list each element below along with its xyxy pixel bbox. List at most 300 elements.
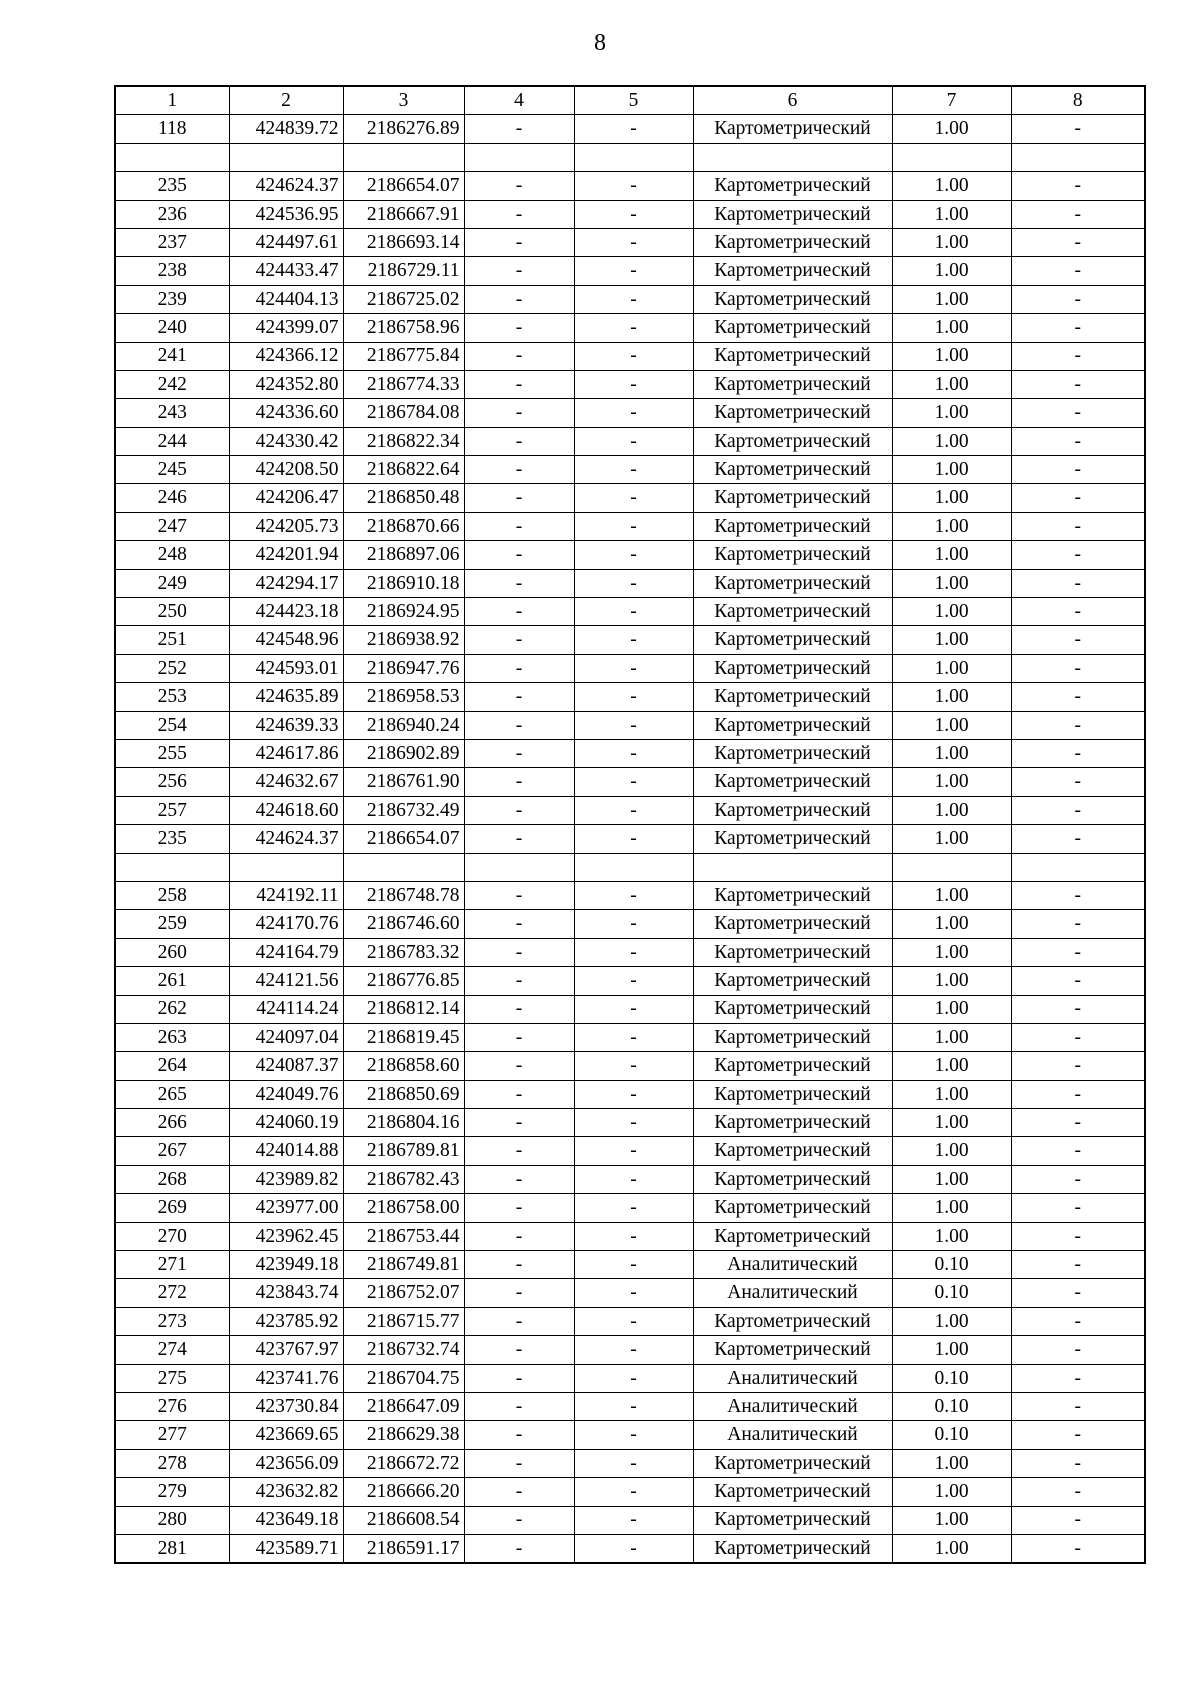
method-cell: Картометрический [693, 285, 892, 313]
column-header-3: 3 [343, 86, 464, 115]
column-5-cell: - [574, 910, 693, 938]
column-4-cell: - [464, 1506, 574, 1534]
accuracy-cell: 1.00 [892, 1336, 1011, 1364]
column-8-cell: - [1011, 1421, 1145, 1449]
y-coordinate-cell: 2186654.07 [343, 825, 464, 853]
x-coordinate-cell: 423730.84 [229, 1392, 343, 1420]
table-body [115, 115, 1145, 1563]
x-coordinate-cell: 423785.92 [229, 1307, 343, 1335]
column-5-cell: - [574, 1080, 693, 1108]
y-coordinate-cell: 2186897.06 [343, 541, 464, 569]
column-8-cell [1011, 853, 1145, 881]
column-4-cell: - [464, 967, 574, 995]
column-5-cell: - [574, 1421, 693, 1449]
method-cell: Картометрический [693, 1080, 892, 1108]
column-4-cell: - [464, 285, 574, 313]
column-8-cell: - [1011, 1080, 1145, 1108]
column-8-cell: - [1011, 910, 1145, 938]
method-cell: Картометрический [693, 626, 892, 654]
point-number-cell: 281 [115, 1534, 229, 1563]
point-number-cell: 264 [115, 1052, 229, 1080]
method-cell: Картометрический [693, 456, 892, 484]
table-row [115, 1421, 1145, 1449]
column-8-cell: - [1011, 200, 1145, 228]
point-number-cell: 249 [115, 569, 229, 597]
point-number-cell: 262 [115, 995, 229, 1023]
point-number-cell: 246 [115, 484, 229, 512]
y-coordinate-cell: 2186753.44 [343, 1222, 464, 1250]
x-coordinate-cell: 424404.13 [229, 285, 343, 313]
table-row [115, 143, 1145, 171]
method-cell: Картометрический [693, 654, 892, 682]
point-number-cell: 260 [115, 938, 229, 966]
point-number-cell: 277 [115, 1421, 229, 1449]
table-row [115, 1109, 1145, 1137]
method-cell: Картометрический [693, 512, 892, 540]
point-number-cell: 258 [115, 881, 229, 909]
method-cell: Картометрический [693, 995, 892, 1023]
table-row [115, 172, 1145, 200]
column-5-cell: - [574, 1307, 693, 1335]
x-coordinate-cell: 424352.80 [229, 370, 343, 398]
accuracy-cell: 1.00 [892, 427, 1011, 455]
point-number-cell: 236 [115, 200, 229, 228]
accuracy-cell: 1.00 [892, 796, 1011, 824]
point-number-cell: 265 [115, 1080, 229, 1108]
accuracy-cell: 1.00 [892, 825, 1011, 853]
accuracy-cell: 0.10 [892, 1279, 1011, 1307]
column-header-4: 4 [464, 86, 574, 115]
table-row [115, 825, 1145, 853]
table-row [115, 541, 1145, 569]
column-5-cell: - [574, 1534, 693, 1563]
point-number-cell: 254 [115, 711, 229, 739]
x-coordinate-cell [229, 853, 343, 881]
column-8-cell: - [1011, 995, 1145, 1023]
column-5-cell: - [574, 654, 693, 682]
column-4-cell: - [464, 1478, 574, 1506]
column-5-cell: - [574, 257, 693, 285]
column-5-cell: - [574, 1052, 693, 1080]
column-4-cell: - [464, 115, 574, 143]
column-5-cell: - [574, 1137, 693, 1165]
column-5-cell: - [574, 598, 693, 626]
accuracy-cell: 1.00 [892, 995, 1011, 1023]
x-coordinate-cell: 424433.47 [229, 257, 343, 285]
column-4-cell: - [464, 512, 574, 540]
accuracy-cell: 1.00 [892, 484, 1011, 512]
table-row [115, 1534, 1145, 1563]
table-row [115, 967, 1145, 995]
column-8-cell: - [1011, 967, 1145, 995]
table-row [115, 1194, 1145, 1222]
method-cell: Картометрический [693, 200, 892, 228]
method-cell: Картометрический [693, 228, 892, 256]
accuracy-cell [892, 853, 1011, 881]
table-row [115, 456, 1145, 484]
accuracy-cell: 0.10 [892, 1421, 1011, 1449]
table-row [115, 200, 1145, 228]
y-coordinate-cell: 2186812.14 [343, 995, 464, 1023]
point-number-cell: 269 [115, 1194, 229, 1222]
table-row [115, 285, 1145, 313]
column-4-cell: - [464, 881, 574, 909]
x-coordinate-cell: 424399.07 [229, 314, 343, 342]
x-coordinate-cell: 423977.00 [229, 1194, 343, 1222]
y-coordinate-cell: 2186732.49 [343, 796, 464, 824]
table-row [115, 1222, 1145, 1250]
column-8-cell: - [1011, 427, 1145, 455]
column-8-cell: - [1011, 569, 1145, 597]
column-4-cell: - [464, 484, 574, 512]
column-4-cell: - [464, 228, 574, 256]
column-8-cell: - [1011, 257, 1145, 285]
accuracy-cell: 1.00 [892, 200, 1011, 228]
x-coordinate-cell: 423989.82 [229, 1165, 343, 1193]
table-row [115, 115, 1145, 143]
y-coordinate-cell: 2186775.84 [343, 342, 464, 370]
column-8-cell: - [1011, 1279, 1145, 1307]
method-cell: Картометрический [693, 967, 892, 995]
x-coordinate-cell: 423843.74 [229, 1279, 343, 1307]
column-4-cell: - [464, 711, 574, 739]
column-8-cell: - [1011, 626, 1145, 654]
method-cell: Картометрический [693, 881, 892, 909]
accuracy-cell: 1.00 [892, 1080, 1011, 1108]
column-5-cell [574, 853, 693, 881]
accuracy-cell: 0.10 [892, 1392, 1011, 1420]
table-row [115, 739, 1145, 767]
y-coordinate-cell: 2186752.07 [343, 1279, 464, 1307]
method-cell: Картометрический [693, 796, 892, 824]
table-row [115, 228, 1145, 256]
method-cell: Картометрический [693, 739, 892, 767]
point-number-cell: 250 [115, 598, 229, 626]
column-5-cell: - [574, 1336, 693, 1364]
column-4-cell: - [464, 626, 574, 654]
column-8-cell: - [1011, 1052, 1145, 1080]
x-coordinate-cell: 423669.65 [229, 1421, 343, 1449]
accuracy-cell [892, 143, 1011, 171]
x-coordinate-cell: 424192.11 [229, 881, 343, 909]
column-8-cell: - [1011, 825, 1145, 853]
column-header-8: 8 [1011, 86, 1145, 115]
y-coordinate-cell: 2186704.75 [343, 1364, 464, 1392]
y-coordinate-cell: 2186850.69 [343, 1080, 464, 1108]
table-row [115, 1478, 1145, 1506]
column-4-cell: - [464, 768, 574, 796]
column-4-cell [464, 853, 574, 881]
column-5-cell: - [574, 512, 693, 540]
column-8-cell: - [1011, 1165, 1145, 1193]
x-coordinate-cell: 424087.37 [229, 1052, 343, 1080]
table-row [115, 342, 1145, 370]
method-cell: Картометрический [693, 1109, 892, 1137]
column-5-cell: - [574, 115, 693, 143]
y-coordinate-cell: 2186647.09 [343, 1392, 464, 1420]
method-cell: Картометрический [693, 1222, 892, 1250]
table-row [115, 1251, 1145, 1279]
x-coordinate-cell: 424060.19 [229, 1109, 343, 1137]
x-coordinate-cell: 424097.04 [229, 1023, 343, 1051]
column-5-cell: - [574, 456, 693, 484]
point-number-cell: 275 [115, 1364, 229, 1392]
column-4-cell: - [464, 739, 574, 767]
method-cell: Аналитический [693, 1392, 892, 1420]
table-row [115, 1023, 1145, 1051]
column-4-cell: - [464, 427, 574, 455]
method-cell: Картометрический [693, 1478, 892, 1506]
accuracy-cell: 1.00 [892, 342, 1011, 370]
column-8-cell: - [1011, 228, 1145, 256]
point-number-cell: 263 [115, 1023, 229, 1051]
y-coordinate-cell: 2186715.77 [343, 1307, 464, 1335]
column-4-cell: - [464, 1023, 574, 1051]
column-4-cell: - [464, 1449, 574, 1477]
point-number-cell: 245 [115, 456, 229, 484]
x-coordinate-cell: 424536.95 [229, 200, 343, 228]
column-5-cell: - [574, 711, 693, 739]
point-number-cell: 255 [115, 739, 229, 767]
column-5-cell: - [574, 768, 693, 796]
column-8-cell: - [1011, 796, 1145, 824]
point-number-cell: 257 [115, 796, 229, 824]
y-coordinate-cell: 2186748.78 [343, 881, 464, 909]
y-coordinate-cell: 2186654.07 [343, 172, 464, 200]
y-coordinate-cell: 2186870.66 [343, 512, 464, 540]
x-coordinate-cell: 424206.47 [229, 484, 343, 512]
y-coordinate-cell: 2186958.53 [343, 683, 464, 711]
x-coordinate-cell: 424205.73 [229, 512, 343, 540]
column-8-cell: - [1011, 768, 1145, 796]
method-cell: Картометрический [693, 172, 892, 200]
column-4-cell: - [464, 1251, 574, 1279]
y-coordinate-cell: 2186758.96 [343, 314, 464, 342]
y-coordinate-cell: 2186940.24 [343, 711, 464, 739]
column-4-cell: - [464, 938, 574, 966]
column-8-cell: - [1011, 598, 1145, 626]
y-coordinate-cell: 2186761.90 [343, 768, 464, 796]
x-coordinate-cell: 424593.01 [229, 654, 343, 682]
point-number-cell: 237 [115, 228, 229, 256]
method-cell: Картометрический [693, 342, 892, 370]
point-number-cell: 280 [115, 1506, 229, 1534]
point-number-cell: 241 [115, 342, 229, 370]
column-8-cell: - [1011, 484, 1145, 512]
accuracy-cell: 1.00 [892, 1534, 1011, 1563]
table-row [115, 1279, 1145, 1307]
column-5-cell: - [574, 172, 693, 200]
method-cell: Аналитический [693, 1251, 892, 1279]
column-4-cell: - [464, 1109, 574, 1137]
accuracy-cell: 1.00 [892, 399, 1011, 427]
column-5-cell: - [574, 881, 693, 909]
y-coordinate-cell: 2186666.20 [343, 1478, 464, 1506]
table-row [115, 399, 1145, 427]
y-coordinate-cell [343, 143, 464, 171]
table-row [115, 1080, 1145, 1108]
table-row [115, 1364, 1145, 1392]
table-row [115, 938, 1145, 966]
table-row [115, 1165, 1145, 1193]
column-5-cell: - [574, 1392, 693, 1420]
y-coordinate-cell: 2186729.11 [343, 257, 464, 285]
column-4-cell: - [464, 1364, 574, 1392]
column-8-cell: - [1011, 683, 1145, 711]
column-8-cell: - [1011, 1449, 1145, 1477]
column-5-cell: - [574, 626, 693, 654]
column-8-cell: - [1011, 711, 1145, 739]
table-row [115, 1506, 1145, 1534]
y-coordinate-cell: 2186924.95 [343, 598, 464, 626]
table-row [115, 370, 1145, 398]
point-number-cell: 252 [115, 654, 229, 682]
x-coordinate-cell: 424618.60 [229, 796, 343, 824]
column-8-cell: - [1011, 1307, 1145, 1335]
column-header-2: 2 [229, 86, 343, 115]
y-coordinate-cell: 2186822.34 [343, 427, 464, 455]
method-cell: Аналитический [693, 1364, 892, 1392]
column-4-cell: - [464, 598, 574, 626]
table-row [115, 257, 1145, 285]
y-coordinate-cell: 2186822.64 [343, 456, 464, 484]
accuracy-cell: 1.00 [892, 967, 1011, 995]
point-number-cell: 239 [115, 285, 229, 313]
x-coordinate-cell: 424632.67 [229, 768, 343, 796]
column-4-cell: - [464, 399, 574, 427]
y-coordinate-cell: 2186276.89 [343, 115, 464, 143]
point-number-cell: 278 [115, 1449, 229, 1477]
column-5-cell: - [574, 1222, 693, 1250]
point-number-cell: 268 [115, 1165, 229, 1193]
y-coordinate-cell: 2186784.08 [343, 399, 464, 427]
method-cell: Картометрический [693, 541, 892, 569]
method-cell: Картометрический [693, 427, 892, 455]
x-coordinate-cell: 424330.42 [229, 427, 343, 455]
x-coordinate-cell: 424624.37 [229, 825, 343, 853]
y-coordinate-cell: 2186693.14 [343, 228, 464, 256]
y-coordinate-cell: 2186725.02 [343, 285, 464, 313]
x-coordinate-cell: 424839.72 [229, 115, 343, 143]
table-row [115, 626, 1145, 654]
method-cell: Картометрический [693, 257, 892, 285]
table-row [115, 1307, 1145, 1335]
x-coordinate-cell: 424114.24 [229, 995, 343, 1023]
column-4-cell: - [464, 1165, 574, 1193]
y-coordinate-cell: 2186938.92 [343, 626, 464, 654]
method-cell: Аналитический [693, 1421, 892, 1449]
point-number-cell: 235 [115, 172, 229, 200]
accuracy-cell: 1.00 [892, 711, 1011, 739]
column-8-cell: - [1011, 1392, 1145, 1420]
accuracy-cell: 1.00 [892, 285, 1011, 313]
x-coordinate-cell: 423649.18 [229, 1506, 343, 1534]
accuracy-cell: 1.00 [892, 257, 1011, 285]
method-cell: Картометрический [693, 1336, 892, 1364]
method-cell: Картометрический [693, 683, 892, 711]
accuracy-cell: 1.00 [892, 314, 1011, 342]
column-5-cell [574, 143, 693, 171]
column-8-cell: - [1011, 370, 1145, 398]
column-8-cell: - [1011, 115, 1145, 143]
accuracy-cell: 1.00 [892, 881, 1011, 909]
accuracy-cell: 1.00 [892, 1052, 1011, 1080]
table-row [115, 427, 1145, 455]
y-coordinate-cell: 2186776.85 [343, 967, 464, 995]
y-coordinate-cell: 2186850.48 [343, 484, 464, 512]
accuracy-cell: 1.00 [892, 598, 1011, 626]
column-8-cell: - [1011, 1137, 1145, 1165]
table-row [115, 1336, 1145, 1364]
method-cell: Картометрический [693, 768, 892, 796]
y-coordinate-cell: 2186672.72 [343, 1449, 464, 1477]
method-cell: Картометрический [693, 938, 892, 966]
column-5-cell: - [574, 1364, 693, 1392]
point-number-cell [115, 853, 229, 881]
column-8-cell: - [1011, 1336, 1145, 1364]
point-number-cell: 276 [115, 1392, 229, 1420]
column-8-cell: - [1011, 1251, 1145, 1279]
column-8-cell [1011, 143, 1145, 171]
method-cell [693, 853, 892, 881]
y-coordinate-cell: 2186732.74 [343, 1336, 464, 1364]
table-row [115, 484, 1145, 512]
method-cell: Картометрический [693, 1506, 892, 1534]
column-5-cell: - [574, 1279, 693, 1307]
column-4-cell: - [464, 796, 574, 824]
point-number-cell: 261 [115, 967, 229, 995]
accuracy-cell: 1.00 [892, 228, 1011, 256]
accuracy-cell: 1.00 [892, 768, 1011, 796]
table-row [115, 796, 1145, 824]
x-coordinate-cell: 423767.97 [229, 1336, 343, 1364]
accuracy-cell: 1.00 [892, 541, 1011, 569]
column-5-cell: - [574, 370, 693, 398]
table-row [115, 1449, 1145, 1477]
column-5-cell: - [574, 342, 693, 370]
y-coordinate-cell: 2186819.45 [343, 1023, 464, 1051]
column-4-cell: - [464, 257, 574, 285]
method-cell [693, 143, 892, 171]
accuracy-cell: 1.00 [892, 683, 1011, 711]
coordinates-table [114, 85, 1146, 1564]
x-coordinate-cell: 424336.60 [229, 399, 343, 427]
accuracy-cell: 1.00 [892, 456, 1011, 484]
method-cell: Картометрический [693, 1194, 892, 1222]
method-cell: Картометрический [693, 569, 892, 597]
column-header-7: 7 [892, 86, 1011, 115]
column-4-cell: - [464, 172, 574, 200]
method-cell: Картометрический [693, 1534, 892, 1563]
column-8-cell: - [1011, 654, 1145, 682]
method-cell: Картометрический [693, 711, 892, 739]
method-cell: Картометрический [693, 1023, 892, 1051]
method-cell: Картометрический [693, 370, 892, 398]
method-cell: Картометрический [693, 825, 892, 853]
table-row [115, 569, 1145, 597]
x-coordinate-cell [229, 143, 343, 171]
accuracy-cell: 1.00 [892, 910, 1011, 938]
column-8-cell: - [1011, 881, 1145, 909]
method-cell: Картометрический [693, 314, 892, 342]
table-row [115, 512, 1145, 540]
column-5-cell: - [574, 967, 693, 995]
column-8-cell: - [1011, 1109, 1145, 1137]
accuracy-cell: 0.10 [892, 1251, 1011, 1279]
point-number-cell: 243 [115, 399, 229, 427]
x-coordinate-cell: 424201.94 [229, 541, 343, 569]
point-number-cell: 259 [115, 910, 229, 938]
